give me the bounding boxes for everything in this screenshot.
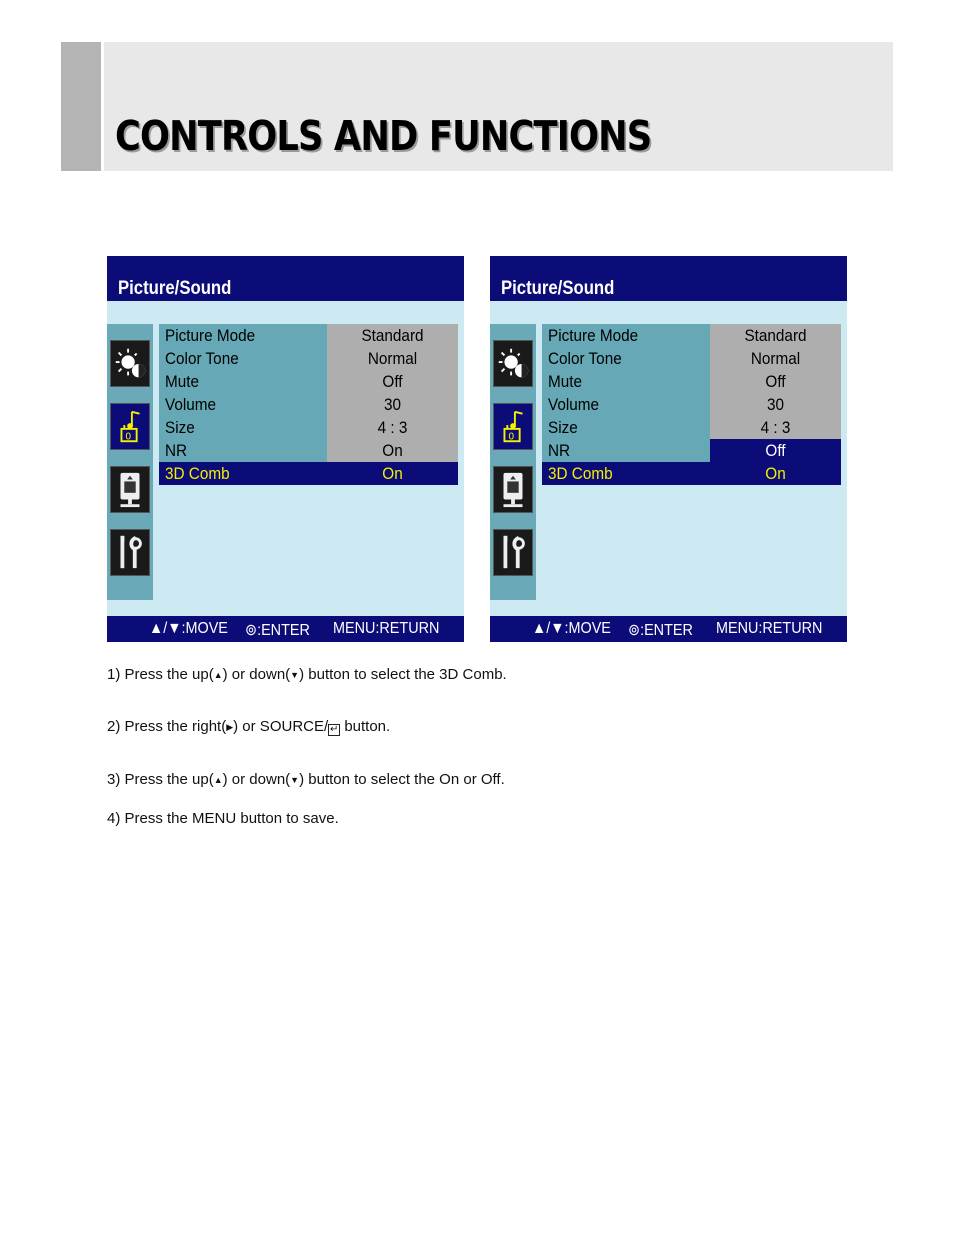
row-value: Standard [744, 326, 807, 345]
step-text: ) button to select the On or Off. [299, 771, 505, 788]
svg-text:0: 0 [508, 431, 515, 443]
osd-row-size[interactable] [542, 416, 841, 439]
row-value: On [382, 464, 403, 483]
row-label: Volume [548, 395, 600, 414]
osd-side-icons [107, 324, 153, 600]
osd-row-picture-mode[interactable] [542, 324, 841, 347]
picture-icon[interactable] [493, 340, 533, 387]
row-value: Normal [367, 349, 418, 368]
up-arrow-icon: ▲ [213, 670, 223, 680]
up-arrow-icon: ▲ [213, 775, 223, 785]
step-text: 1) Press the up( [107, 666, 214, 683]
osd-row-picture-mode[interactable] [159, 324, 458, 347]
step-text: 2) Press the right( [107, 718, 227, 735]
row-value: Standard [361, 326, 424, 345]
osd-row-color-tone[interactable] [159, 347, 458, 370]
osd-row-size[interactable] [159, 416, 458, 439]
row-label: Mute [165, 372, 200, 391]
row-label: Volume [165, 395, 217, 414]
step-text: ) or SOURCE/ [233, 718, 329, 735]
osd-menu-right [490, 256, 847, 642]
osd-menu-left [107, 256, 464, 642]
osd-row-3d-comb[interactable] [542, 462, 841, 485]
footer-move-hint: ▲/▼:MOVE [532, 620, 611, 637]
instruction-step-2 [107, 718, 390, 736]
row-label: NR [165, 441, 188, 460]
setup-icon[interactable] [493, 466, 533, 513]
sound-icon[interactable] [110, 403, 150, 450]
row-label: NR [548, 441, 571, 460]
osd-row-mute[interactable] [542, 370, 841, 393]
step-text: button. [340, 718, 391, 735]
osd-title: Picture/Sound [501, 278, 615, 299]
row-value: 30 [766, 395, 785, 414]
osd-settings-list [159, 324, 458, 485]
step-text: 3) Press the up( [107, 771, 214, 788]
row-value: On [765, 464, 786, 483]
instruction-step-4: 4) Press the MENU button to save. [107, 810, 339, 827]
step-text: ) or down( [222, 771, 291, 788]
row-label: Size [165, 418, 195, 437]
down-arrow-icon: ▼ [290, 670, 300, 680]
osd-row-nr[interactable] [159, 439, 458, 462]
footer-enter-hint: ⊚:ENTER [628, 622, 693, 639]
row-label: Size [548, 418, 578, 437]
osd-footer [490, 616, 847, 642]
setup-icon[interactable] [110, 466, 150, 513]
sound-icon[interactable] [493, 403, 533, 450]
row-label: Mute [548, 372, 583, 391]
row-value: 4 : 3 [377, 418, 408, 437]
osd-row-volume[interactable] [159, 393, 458, 416]
row-value: Off [382, 372, 403, 391]
osd-title-bar [107, 256, 464, 301]
page-title: CONTROLS AND FUNCTIONS [115, 112, 652, 160]
step-text: ) button to select the 3D Comb. [299, 666, 507, 683]
row-label: Picture Mode [548, 326, 639, 345]
row-label: 3D Comb [548, 464, 613, 483]
tools-icon[interactable] [110, 529, 150, 576]
row-value: Off [765, 441, 786, 460]
row-value: Normal [750, 349, 801, 368]
tools-icon[interactable] [493, 529, 533, 576]
osd-settings-list [542, 324, 841, 485]
osd-row-volume[interactable] [542, 393, 841, 416]
footer-return-hint: MENU:RETURN [333, 620, 440, 637]
row-label: Color Tone [165, 349, 239, 368]
osd-row-nr[interactable] [542, 439, 841, 462]
footer-move-hint: ▲/▼:MOVE [149, 620, 228, 637]
osd-title-bar [490, 256, 847, 301]
svg-text:0: 0 [125, 431, 132, 443]
instruction-step-3 [107, 771, 505, 788]
row-value: Off [765, 372, 786, 391]
footer-return-hint: MENU:RETURN [716, 620, 823, 637]
source-enter-icon: ↵ [329, 724, 339, 735]
row-value: 4 : 3 [760, 418, 791, 437]
row-label: 3D Comb [165, 464, 230, 483]
footer-enter-hint: ⊚:ENTER [245, 622, 310, 639]
right-arrow-icon: ▶ [226, 722, 234, 732]
header-accent-bar [61, 42, 101, 171]
instruction-step-1 [107, 666, 507, 683]
osd-row-color-tone[interactable] [542, 347, 841, 370]
row-label: Picture Mode [165, 326, 256, 345]
osd-side-icons [490, 324, 536, 600]
osd-title: Picture/Sound [118, 278, 232, 299]
row-value: On [382, 441, 403, 460]
osd-footer [107, 616, 464, 642]
picture-icon[interactable] [110, 340, 150, 387]
step-text: ) or down( [222, 666, 291, 683]
row-label: Color Tone [548, 349, 622, 368]
osd-row-3d-comb[interactable] [159, 462, 458, 485]
down-arrow-icon: ▼ [290, 775, 300, 785]
row-value: 30 [383, 395, 402, 414]
osd-row-mute[interactable] [159, 370, 458, 393]
